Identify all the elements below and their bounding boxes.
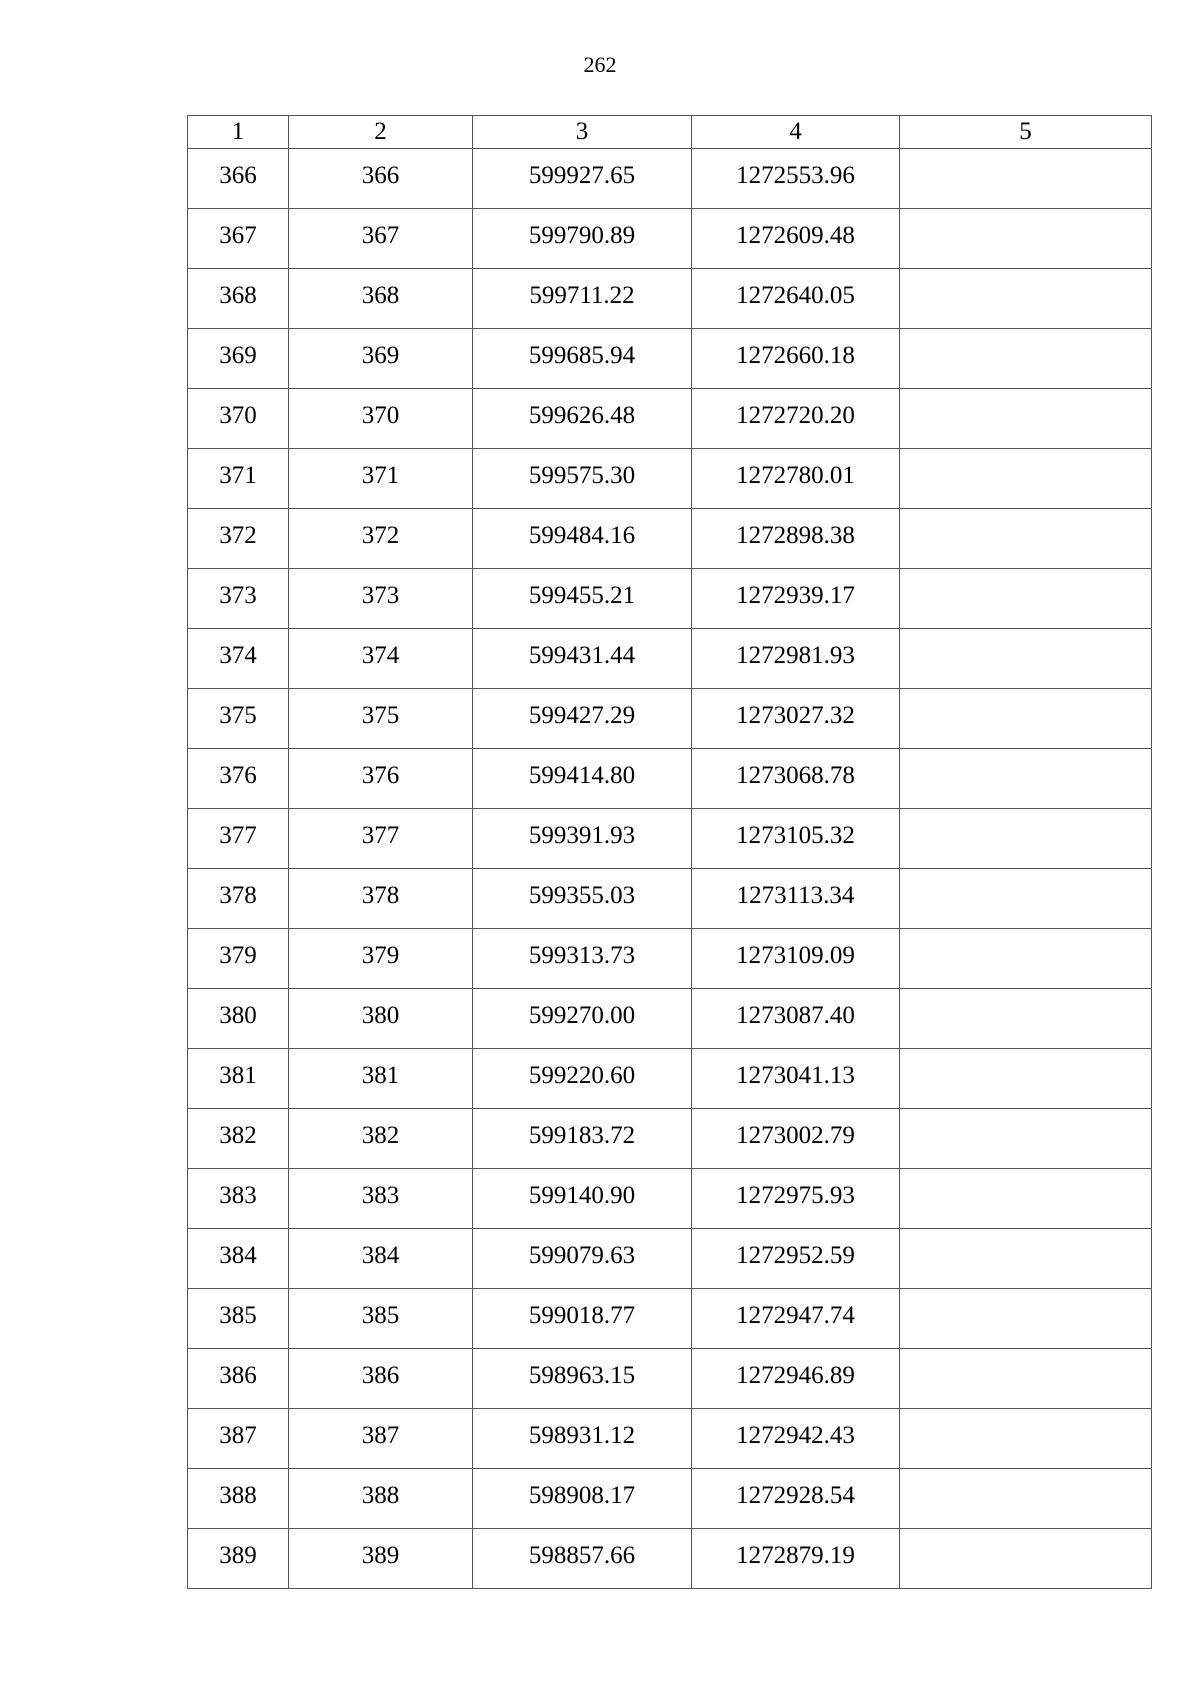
- table-cell-col-2: 383: [289, 1169, 473, 1229]
- table-cell-col-3: 599018.77: [473, 1289, 692, 1349]
- table-cell-col-4: 1273109.09: [692, 929, 900, 989]
- table-cell-col-1: 370: [188, 389, 289, 449]
- table-cell-col-1: 367: [188, 209, 289, 269]
- table-row: [188, 929, 1152, 989]
- table-cell-col-2: 380: [289, 989, 473, 1049]
- table-cell-col-2: 378: [289, 869, 473, 929]
- column-header-5: 5: [900, 116, 1152, 149]
- table-cell-col-4: 1272879.19: [692, 1529, 900, 1589]
- table-cell-col-3: 599414.80: [473, 749, 692, 809]
- table-cell-col-2: 389: [289, 1529, 473, 1589]
- table-cell-col-2: 388: [289, 1469, 473, 1529]
- table-cell-col-1: 371: [188, 449, 289, 509]
- table-row: [188, 1109, 1152, 1169]
- table-cell-col-1: 386: [188, 1349, 289, 1409]
- table-cell-col-5: [900, 869, 1152, 929]
- table-cell-col-4: 1273027.32: [692, 689, 900, 749]
- table-cell-col-5: [900, 809, 1152, 869]
- table-row: [188, 869, 1152, 929]
- table-cell-col-1: 368: [188, 269, 289, 329]
- table-body: [188, 149, 1152, 1589]
- table-cell-col-5: [900, 1529, 1152, 1589]
- table-row: [188, 1469, 1152, 1529]
- table-row: [188, 509, 1152, 569]
- table-row: [188, 1289, 1152, 1349]
- table-row: [188, 1409, 1152, 1469]
- table-cell-col-2: 372: [289, 509, 473, 569]
- table-row: [188, 809, 1152, 869]
- table-row: [188, 449, 1152, 509]
- table-row: [188, 629, 1152, 689]
- table-cell-col-1: 366: [188, 149, 289, 209]
- table-cell-col-5: [900, 989, 1152, 1049]
- table-row: [188, 989, 1152, 1049]
- table-cell-col-4: 1272640.05: [692, 269, 900, 329]
- table-cell-col-3: 599685.94: [473, 329, 692, 389]
- table-cell-col-3: 599355.03: [473, 869, 692, 929]
- table-header: [188, 116, 1152, 149]
- table-cell-col-3: 599484.16: [473, 509, 692, 569]
- column-header-3: 3: [473, 116, 692, 149]
- table-cell-col-2: 368: [289, 269, 473, 329]
- table-cell-col-4: 1272928.54: [692, 1469, 900, 1529]
- table-cell-col-5: [900, 509, 1152, 569]
- table-cell-col-1: 369: [188, 329, 289, 389]
- table-cell-col-5: [900, 1169, 1152, 1229]
- coordinates-table: [187, 115, 1152, 1589]
- table-cell-col-5: [900, 929, 1152, 989]
- table-cell-col-3: 598908.17: [473, 1469, 692, 1529]
- column-header-2: 2: [289, 116, 473, 149]
- table-cell-col-5: [900, 149, 1152, 209]
- table-cell-col-3: 599711.22: [473, 269, 692, 329]
- table-cell-col-1: 373: [188, 569, 289, 629]
- table-cell-col-5: [900, 749, 1152, 809]
- table-header-row: [188, 116, 1152, 149]
- table-cell-col-5: [900, 1229, 1152, 1289]
- table-cell-col-4: 1273041.13: [692, 1049, 900, 1109]
- table-cell-col-5: [900, 1469, 1152, 1529]
- table-cell-col-2: 386: [289, 1349, 473, 1409]
- table-row: [188, 1349, 1152, 1409]
- table-cell-col-4: 1272780.01: [692, 449, 900, 509]
- table-cell-col-3: 599391.93: [473, 809, 692, 869]
- table-cell-col-4: 1273002.79: [692, 1109, 900, 1169]
- table-row: [188, 569, 1152, 629]
- table-cell-col-2: 373: [289, 569, 473, 629]
- table-row: [188, 1229, 1152, 1289]
- table-cell-col-1: 379: [188, 929, 289, 989]
- table-cell-col-5: [900, 569, 1152, 629]
- table-cell-col-4: 1272975.93: [692, 1169, 900, 1229]
- table-cell-col-3: 599270.00: [473, 989, 692, 1049]
- table-cell-col-1: 381: [188, 1049, 289, 1109]
- table-cell-col-3: 599455.21: [473, 569, 692, 629]
- table-cell-col-2: 387: [289, 1409, 473, 1469]
- table-cell-col-3: 599427.29: [473, 689, 692, 749]
- table-cell-col-2: 367: [289, 209, 473, 269]
- table-cell-col-2: 369: [289, 329, 473, 389]
- table-cell-col-3: 599575.30: [473, 449, 692, 509]
- table-cell-col-2: 371: [289, 449, 473, 509]
- table-cell-col-1: 382: [188, 1109, 289, 1169]
- table-row: [188, 689, 1152, 749]
- table-cell-col-4: 1272660.18: [692, 329, 900, 389]
- table-cell-col-2: 382: [289, 1109, 473, 1169]
- table-cell-col-4: 1272898.38: [692, 509, 900, 569]
- table-cell-col-1: 383: [188, 1169, 289, 1229]
- table-cell-col-5: [900, 689, 1152, 749]
- column-header-4: 4: [692, 116, 900, 149]
- table-cell-col-1: 389: [188, 1529, 289, 1589]
- table-cell-col-3: 599790.89: [473, 209, 692, 269]
- table-row: [188, 1169, 1152, 1229]
- table-cell-col-5: [900, 269, 1152, 329]
- table-cell-col-1: 372: [188, 509, 289, 569]
- table-cell-col-3: 599220.60: [473, 1049, 692, 1109]
- table-cell-col-1: 378: [188, 869, 289, 929]
- table-cell-col-4: 1272939.17: [692, 569, 900, 629]
- table-cell-col-4: 1272553.96: [692, 149, 900, 209]
- table-cell-col-1: 376: [188, 749, 289, 809]
- table-cell-col-4: 1272609.48: [692, 209, 900, 269]
- table-cell-col-2: 376: [289, 749, 473, 809]
- table-cell-col-1: 384: [188, 1229, 289, 1289]
- table-cell-col-5: [900, 209, 1152, 269]
- page-number: 262: [583, 52, 617, 77]
- table-cell-col-4: 1272981.93: [692, 629, 900, 689]
- table-cell-col-3: 599313.73: [473, 929, 692, 989]
- table-cell-col-4: 1272947.74: [692, 1289, 900, 1349]
- table-cell-col-1: 377: [188, 809, 289, 869]
- table-cell-col-3: 599079.63: [473, 1229, 692, 1289]
- table-cell-col-5: [900, 1289, 1152, 1349]
- table-cell-col-3: 599626.48: [473, 389, 692, 449]
- table-cell-col-3: 598963.15: [473, 1349, 692, 1409]
- table-cell-col-3: 599927.65: [473, 149, 692, 209]
- table-cell-col-2: 381: [289, 1049, 473, 1109]
- table-cell-col-5: [900, 329, 1152, 389]
- table-row: [188, 329, 1152, 389]
- table-cell-col-4: 1273105.32: [692, 809, 900, 869]
- column-header-1: 1: [188, 116, 289, 149]
- table-cell-col-1: 375: [188, 689, 289, 749]
- table-row: [188, 749, 1152, 809]
- table-cell-col-5: [900, 449, 1152, 509]
- table-cell-col-5: [900, 1049, 1152, 1109]
- table-row: [188, 389, 1152, 449]
- table-cell-col-1: 380: [188, 989, 289, 1049]
- table-row: [188, 209, 1152, 269]
- table-cell-col-1: 388: [188, 1469, 289, 1529]
- table-cell-col-4: 1272942.43: [692, 1409, 900, 1469]
- table-cell-col-5: [900, 629, 1152, 689]
- table-cell-col-3: 599431.44: [473, 629, 692, 689]
- table-cell-col-1: 387: [188, 1409, 289, 1469]
- table-row: [188, 1529, 1152, 1589]
- table-row: [188, 269, 1152, 329]
- table-cell-col-2: 370: [289, 389, 473, 449]
- table-cell-col-3: 598931.12: [473, 1409, 692, 1469]
- table-cell-col-1: 374: [188, 629, 289, 689]
- table-cell-col-4: 1272946.89: [692, 1349, 900, 1409]
- table-cell-col-3: 599183.72: [473, 1109, 692, 1169]
- table-cell-col-5: [900, 389, 1152, 449]
- table-cell-col-2: 384: [289, 1229, 473, 1289]
- table-cell-col-2: 377: [289, 809, 473, 869]
- table-cell-col-4: 1272720.20: [692, 389, 900, 449]
- table-cell-col-2: 385: [289, 1289, 473, 1349]
- table-cell-col-3: 598857.66: [473, 1529, 692, 1589]
- table-row: [188, 1049, 1152, 1109]
- table-cell-col-2: 374: [289, 629, 473, 689]
- table-cell-col-3: 599140.90: [473, 1169, 692, 1229]
- table-row: [188, 149, 1152, 209]
- table-cell-col-2: 379: [289, 929, 473, 989]
- table-cell-col-5: [900, 1109, 1152, 1169]
- table-cell-col-4: 1273113.34: [692, 869, 900, 929]
- table-cell-col-4: 1273087.40: [692, 989, 900, 1049]
- table-cell-col-5: [900, 1349, 1152, 1409]
- table-cell-col-4: 1272952.59: [692, 1229, 900, 1289]
- table-cell-col-2: 366: [289, 149, 473, 209]
- table-cell-col-1: 385: [188, 1289, 289, 1349]
- table-cell-col-2: 375: [289, 689, 473, 749]
- table-cell-col-4: 1273068.78: [692, 749, 900, 809]
- table-cell-col-5: [900, 1409, 1152, 1469]
